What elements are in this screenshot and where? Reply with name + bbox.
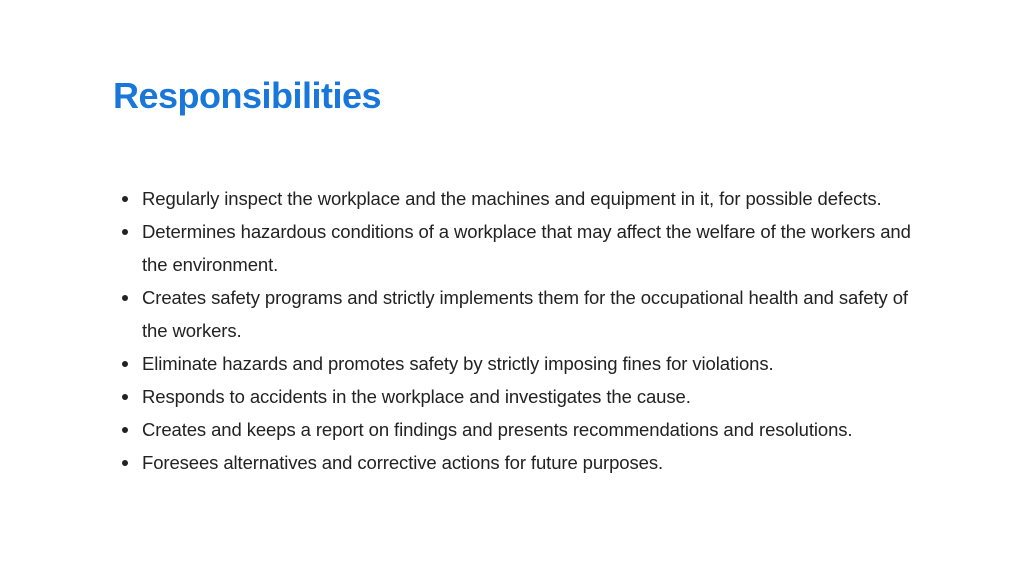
list-item [142, 446, 912, 479]
bullet-icon [122, 196, 128, 202]
list-item [142, 347, 912, 380]
list-item-text: Determines hazardous conditions of a workplace that may affect the welfare of the workers and the environment. [142, 221, 911, 275]
bullet-icon [122, 229, 128, 235]
list-item-text: Eliminate hazards and promotes safety by strictly imposing fines for violations. [142, 353, 774, 374]
bullet-icon [122, 361, 128, 367]
bullet-icon [122, 427, 128, 433]
list-item [142, 380, 912, 413]
list-item-text: Responds to accidents in the workplace and investigates the cause. [142, 386, 691, 407]
list-item [142, 182, 912, 215]
list-item-text: Regularly inspect the workplace and the machines and equipment in it, for possible defects. [142, 188, 882, 209]
bullet-icon [122, 394, 128, 400]
list-item-text: Creates and keeps a report on findings and presents recommendations and resolutions. [142, 419, 853, 440]
bullet-icon [122, 295, 128, 301]
list-item-text: Foresees alternatives and corrective actions for future purposes. [142, 452, 664, 473]
list-item [142, 281, 912, 347]
bullet-icon [122, 460, 128, 466]
list-item [142, 413, 912, 446]
list-item-text: Creates safety programs and strictly implements them for the occupational health and safety of the workers. [142, 287, 908, 341]
list-item [142, 215, 912, 281]
responsibilities-list [142, 182, 912, 479]
section-title: Responsibilities [113, 75, 382, 116]
